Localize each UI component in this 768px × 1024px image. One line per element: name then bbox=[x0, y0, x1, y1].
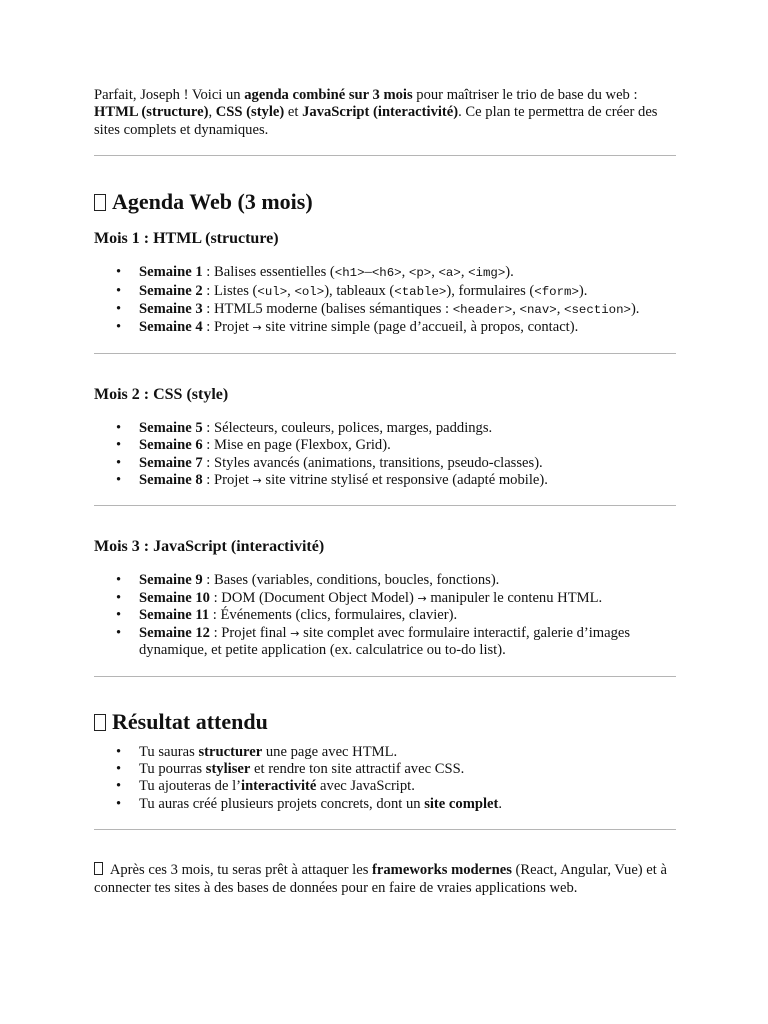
arrow-icon: → bbox=[252, 321, 262, 335]
week-label: Semaine 11 bbox=[139, 607, 210, 624]
agenda-heading bbox=[94, 189, 676, 215]
divider bbox=[94, 353, 676, 354]
agenda-title: Agenda Web (3 mois) bbox=[112, 189, 313, 215]
result-text: et rendre ton site attractif avec CSS. bbox=[250, 760, 465, 777]
week-text: , bbox=[512, 301, 520, 318]
result-title: Résultat attendu bbox=[112, 708, 268, 734]
week-text: : Mise en page (Flexbox, Grid). bbox=[202, 437, 391, 454]
week-label: Semaine 2 bbox=[139, 282, 203, 299]
list-item bbox=[139, 283, 676, 301]
list-item bbox=[139, 420, 676, 437]
divider bbox=[94, 505, 676, 506]
week-text: ). bbox=[630, 301, 640, 318]
intro-text: pour maîtriser le trio de base du web : bbox=[412, 87, 638, 103]
week-text: , bbox=[287, 282, 295, 299]
list-item bbox=[139, 455, 676, 472]
week-text: site vitrine simple (page d’accueil, à propos, contact). bbox=[261, 319, 579, 336]
arrow-icon: → bbox=[252, 474, 262, 488]
list-item bbox=[139, 264, 676, 282]
document-page bbox=[94, 87, 676, 897]
result-text: Tu sauras bbox=[139, 743, 199, 760]
result-list bbox=[94, 744, 676, 814]
week-text: : Projet final bbox=[209, 624, 291, 641]
week-label: Semaine 5 bbox=[139, 419, 203, 436]
intro-text: Parfait, Joseph ! Voici un bbox=[94, 87, 245, 103]
outro-text: (React, Angular, Vue) et à connecter tes sites à des bases de données pour en faire de vraies applications web. bbox=[94, 862, 667, 896]
code-tag: <img> bbox=[468, 266, 506, 281]
week-text: , bbox=[401, 264, 409, 281]
list-item bbox=[139, 590, 676, 607]
week-text: : HTML5 moderne (balises sémantiques : bbox=[202, 301, 453, 318]
result-text: Tu auras créé plusieurs projets concrets, dont un bbox=[139, 795, 425, 812]
week-text: manipuler le contenu HTML. bbox=[426, 589, 603, 606]
rocket-icon bbox=[94, 862, 103, 875]
code-tag: <p> bbox=[408, 266, 432, 281]
week-label: Semaine 8 bbox=[139, 472, 203, 489]
divider bbox=[94, 829, 676, 830]
result-bold: interactivité bbox=[241, 778, 317, 795]
week-text: ). bbox=[505, 264, 514, 281]
code-tag: <nav> bbox=[519, 303, 557, 318]
code-tag: <table> bbox=[394, 284, 447, 299]
arrow-icon: → bbox=[417, 591, 427, 605]
intro-bold-js: JavaScript (interactivité) bbox=[302, 104, 459, 121]
month1-heading: Mois 1 : HTML (structure) bbox=[94, 230, 279, 248]
code-tag: <header> bbox=[452, 303, 513, 318]
week-text: : Listes ( bbox=[202, 282, 258, 299]
week-text: ), formulaires ( bbox=[446, 282, 535, 299]
result-text: Tu ajouteras de l’ bbox=[139, 778, 242, 795]
intro-bold-css: CSS (style) bbox=[215, 104, 285, 121]
week-text: site vitrine stylisé et responsive (adapté mobile). bbox=[261, 472, 548, 489]
code-tag: <a> bbox=[438, 266, 461, 281]
outro-paragraph bbox=[94, 862, 676, 897]
code-tag: <section> bbox=[564, 303, 631, 318]
list-item bbox=[139, 796, 676, 813]
week-text: , bbox=[431, 264, 439, 281]
week-label: Semaine 9 bbox=[139, 572, 203, 589]
target-icon bbox=[94, 714, 106, 731]
list-item bbox=[139, 744, 676, 761]
list-item bbox=[139, 319, 676, 336]
week-label: Semaine 6 bbox=[139, 437, 203, 454]
week-text: , bbox=[460, 264, 469, 281]
intro-paragraph bbox=[94, 87, 676, 139]
week-text: : Bases (variables, conditions, boucles, fonctions). bbox=[202, 572, 500, 589]
result-bold: site complet bbox=[424, 795, 499, 812]
result-heading bbox=[94, 709, 676, 735]
divider bbox=[94, 676, 676, 677]
list-item bbox=[139, 625, 676, 660]
intro-text: et bbox=[284, 104, 303, 121]
week-text: ). bbox=[578, 282, 588, 299]
result-text: Tu pourras bbox=[139, 760, 206, 777]
outro-text: Après ces 3 mois, tu seras prêt à attaquer les bbox=[107, 862, 373, 879]
list-item bbox=[139, 761, 676, 778]
week-text: : Projet bbox=[202, 319, 253, 336]
code-tag: <ul> bbox=[257, 284, 288, 299]
week-label: Semaine 10 bbox=[139, 589, 210, 606]
week-text: site complet avec formulaire interactif, galerie d’images dynamique, et petite application (ex. calculatrice ou to-do list). bbox=[139, 624, 631, 659]
result-bold: styliser bbox=[205, 760, 251, 777]
month1-list bbox=[94, 264, 676, 337]
list-item bbox=[139, 437, 676, 454]
intro-text: . Ce plan te permettra de créer des sites complets et dynamiques. bbox=[94, 104, 658, 138]
month3-heading: Mois 3 : JavaScript (interactivité) bbox=[94, 538, 325, 556]
result-text: une page avec HTML. bbox=[262, 743, 398, 760]
list-item bbox=[139, 778, 676, 795]
week-label: Semaine 12 bbox=[139, 624, 210, 641]
list-item bbox=[139, 472, 676, 489]
week-text: : Balises essentielles ( bbox=[202, 264, 335, 281]
intro-bold-agenda: agenda combiné sur 3 mois bbox=[244, 87, 413, 103]
week-text: ), tableaux ( bbox=[324, 282, 395, 299]
week-text: : Projet bbox=[202, 472, 253, 489]
result-text: avec JavaScript. bbox=[316, 778, 415, 795]
week-label: Semaine 1 bbox=[139, 264, 203, 281]
result-text: . bbox=[498, 795, 503, 812]
month2-list bbox=[94, 420, 676, 490]
week-text: – bbox=[364, 264, 372, 281]
intro-text: , bbox=[208, 104, 216, 121]
list-item bbox=[139, 301, 676, 319]
code-tag: <ol> bbox=[294, 284, 325, 299]
arrow-icon: → bbox=[290, 626, 300, 640]
week-label: Semaine 3 bbox=[139, 301, 203, 318]
week-text: : Événements (clics, formulaires, clavier). bbox=[209, 607, 458, 624]
week-text: : DOM (Document Object Model) bbox=[209, 589, 418, 606]
week-label: Semaine 7 bbox=[139, 454, 203, 471]
list-item bbox=[139, 607, 676, 624]
calendar-icon bbox=[94, 194, 106, 211]
month2-heading: Mois 2 : CSS (style) bbox=[94, 385, 229, 403]
outro-bold: frameworks modernes bbox=[372, 862, 512, 879]
result-bold: structurer bbox=[198, 743, 263, 760]
week-text: : Sélecteurs, couleurs, polices, marges, paddings. bbox=[202, 419, 493, 436]
code-tag: <form> bbox=[534, 284, 579, 299]
code-tag: <h6> bbox=[371, 266, 402, 281]
month3-list bbox=[94, 572, 676, 659]
intro-bold-html: HTML (structure) bbox=[94, 104, 209, 121]
week-text: , bbox=[556, 301, 565, 318]
divider bbox=[94, 155, 676, 156]
week-label: Semaine 4 bbox=[139, 319, 203, 336]
code-tag: <h1> bbox=[334, 266, 365, 281]
week-text: : Styles avancés (animations, transitions, pseudo-classes). bbox=[202, 454, 543, 471]
list-item bbox=[139, 572, 676, 589]
